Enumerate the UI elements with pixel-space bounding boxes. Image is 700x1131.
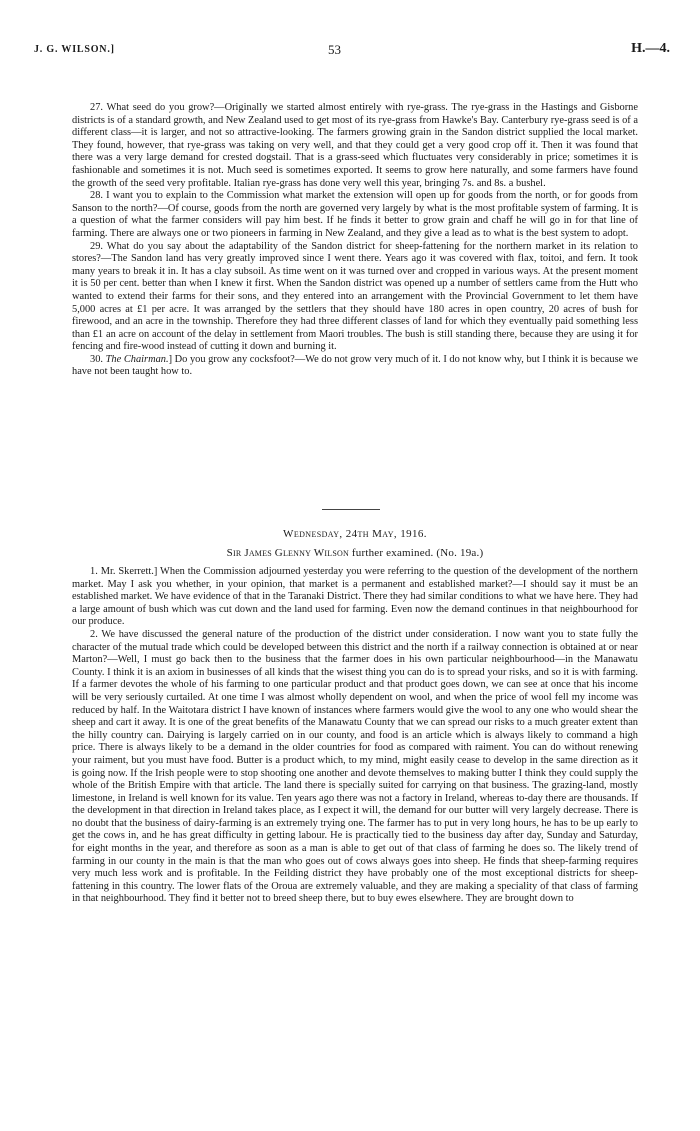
witness-heading (72, 547, 638, 559)
question-number: 30. (90, 353, 103, 365)
paragraph-q2: 2. We have discussed the general nature of the production of the district under consideration. I now want you to state fully the character of the mutual trade which could be developed between this district and the north if a railway connection is obtained at or near Marton?—Well, I must go back then to the business that the farmer does in his own particular neighbourhood—in the Manawatu County. I think it is an axiom in businesses of all kinds that the wisest thing you can do is to spread your risks, and so it is with farming. If a farmer devotes the whole of his farming to one particular product and that product goes down, we can see at once that his income will be very seriously curtailed. At one time I was almost wholly dependent on wool, and when the price of wool fell my income was reduced by half. In the Waitotara district I have known of instances where farmers would give the wool to any one who would shear the sheep and cart it away. It is one of the great benefits of the Manawatu County that we can spread our risks to a much greater extent than the hilly country can. Dairying is largely carried on in our county, and food is an article which is always likely to command a high price. There is always likely to be a demand in the older countries for food as compared with raiment. You can do without renewing your raiment, but you must have food. Butter is a product which, to my mind, might easily cease to develop in the same direction as it is going now. If the Irish people were to stop shooting one another and devote themselves to making butter I think they could supply the whole of the British Empire with that article. The land there is specially suited for carrying on that business. The grazing-land, mostly limestone, in Ireland is well known for its value. Ten years ago there was not a factory in Ireland, whereas to-day there are thousands. If the development in that direction in Ireland takes place, as I expect it will, the demand for our butter will very largely decrease. There is no doubt that the business of dairy-farming is an extremely trying one. The farmer has to put in very long hours, he has to be up early to get the cows in, and he has great difficulty in getting labour. He is practically tied to the business day after day, Sunday and Saturday, for eight months in the year, and therefore as soon as a man is able to get out of that class of farming he does so. The likely trend of farming in our county in the main is that the man who goes out of cows always goes into sheep. He finds that sheep-farming requires very much less work and is profitable. In the Feilding district they have probably one of the most exceptional districts for sheep-fattening in this country. The lower flats of the Oroua are extremely valuable, and they are making a speciality of that class of farming in that neighbourhood. They find it better not to breed sheep there, but to buy ewes elsewhere. They are brought down to (72, 628, 638, 905)
paper-reference: H.—4. (631, 41, 670, 56)
question-answer-text: ] Do you grow any cocksfoot?—We do not grow very much of it. I do not know why, but I think it is because we have not been taught how to. (72, 353, 638, 378)
paragraph-q27: 27. What seed do you grow?—Originally we started almost entirely with rye-grass. The rye-grass in the Hastings and Gisborne districts is of a standard growth, and New Zealand used to get most of its rye-grass from Hawke's Bay. Canterbury rye-grass seed is of a different class—it is larger, and not so attractive-looking. The farmers growing grain in the Sandon district supplied the local market. They found, however, that rye-grass was taking on very well, and that they could get a very good crop off it. Then it was found that there was a very large demand for crested dogstail. That is a grass-seed which fluctuates very considerably in price; sometimes it is fashionable and sometimes it is not. Much seed is sometimes exported. It seems to grow here naturally, and some farmers have found the growth of the seed very profitable. Italian rye-grass has done very well this year, bringing 7s. and 8s. a bushel. (72, 102, 638, 189)
paragraph-q30 (72, 354, 638, 379)
evidence-block-one (72, 102, 638, 379)
paragraph-q29: 29. What do you say about the adaptability of the Sandon district for sheep-fattening for the northern market in its relation to stores?—The Sandon land has very greatly improved since I went there. Years ago it was covered with flax, toitoi, and fern. It took many years to break it in. It has a clay subsoil. As time went on it was turned over and cropped in various ways. At the present moment it is 50 per cent. better than when I knew it first. When the Sandon district was opened up a number of settlers came from the Hutt who wanted to extend their farms for their sons, and they entered into an arrangement with the Provincial Government to let them have 5,000 acres at £1 per acre. It was arranged by the settlers that they should have 180 acres in open country, 20 acres of bush for firewood, and an acre in the township. Therefore they had three different classes of land for which they eventually paid something less than £1 an acre on account of the delay in settlement from Maori troubles. The bush is still standing there, because they are using it for fencing and fire-wood instead of cutting it down and burning it. (72, 240, 638, 353)
witness-name: Sir James Glenny Wilson (226, 547, 349, 559)
running-head (34, 40, 670, 64)
page-number: 53 (328, 42, 341, 57)
paragraph-q28: 28. I want you to explain to the Commission what market the extension will open up for goods from the north, or for goods from Sanson to the north?—Of course, goods from the north are governed very largely by what is the most profitable system of farming. It is a question of what the farmer considers will pay him best. If he finds it better to grow grain and chaff he will go in for that line of farming. There are always one or two pioneers in farming in New Zealand, and they give a lead as to what is the best system to adopt. (72, 190, 638, 239)
paragraph-q1: 1. Mr. Skerrett.] When the Commission adjourned yesterday you were referring to the question of the development of the northern market. May I ask you whether, in your opinion, that market is a permanent and established market?—I should say it must be an established market. We have evidence of that in the Taranaki District. There they had similar conditions to what we have here. They had a large amount of bush which was cut down and the land used for farming. Even now the demand continues in that neighbourhood for our produce. (72, 566, 638, 628)
sitting-date-heading: Wednesday, 24th May, 1916. (283, 528, 427, 540)
running-head-witness: J. G. WILSON.] (34, 44, 115, 55)
evidence-block-two (72, 566, 638, 906)
speaker-label: The Chairman. (105, 353, 169, 365)
witness-heading-rest: further examined. (No. 19a.) (348, 547, 484, 559)
section-divider (322, 509, 380, 510)
